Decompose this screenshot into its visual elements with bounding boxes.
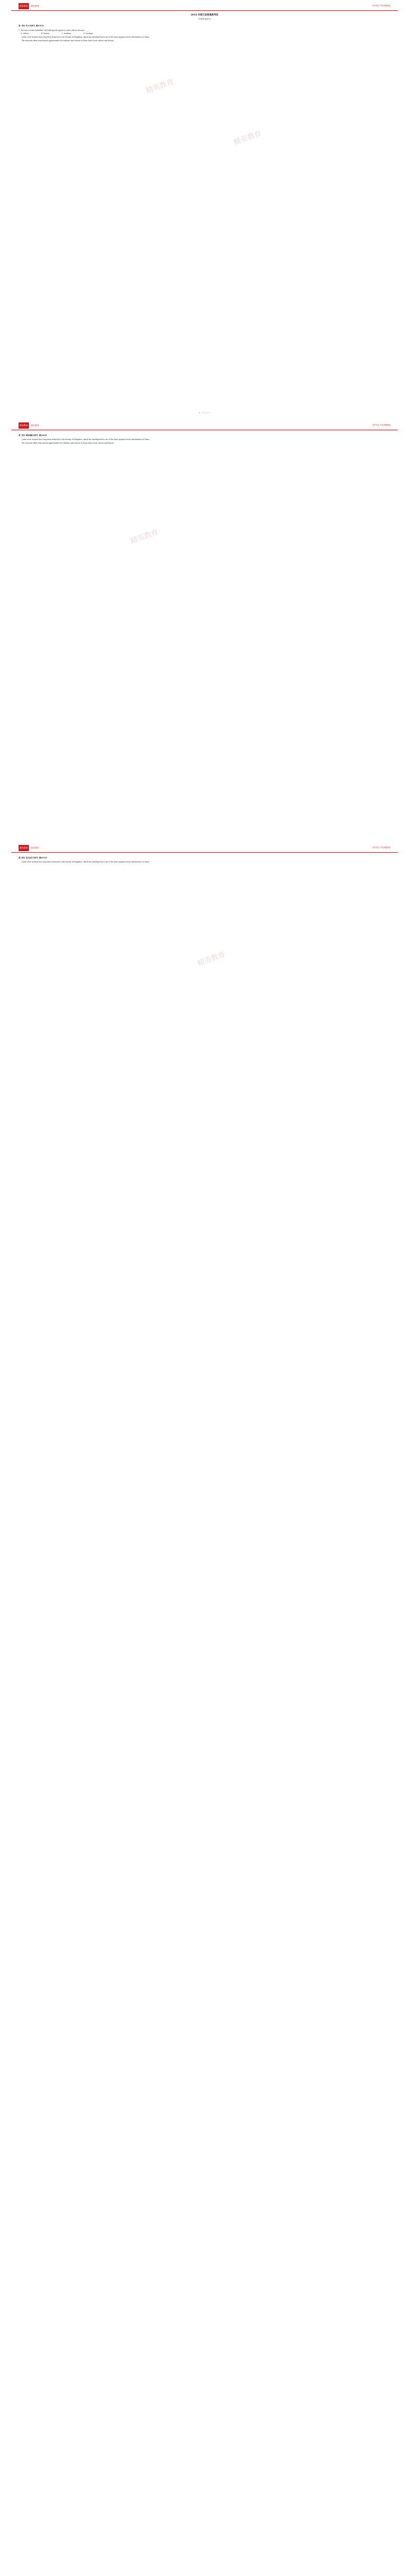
doc-subtitle: (外语听说部分) <box>198 18 211 21</box>
page-header <box>11 845 398 853</box>
page-3 <box>11 845 398 1257</box>
brand-name: 精英教育 <box>31 424 39 427</box>
section-heading: 第一部分 听力(共两节, 满分30分) <box>19 25 44 27</box>
header-right-text: 高考英语 考试真题精选 <box>372 846 390 849</box>
header-right-text: 高考英语 考试真题精选 <box>372 424 390 426</box>
paragraph: The museum offers educational opportunities for students and visitors to learn about local culture and history. <box>22 40 114 42</box>
watermark: 精英教育 <box>196 950 226 969</box>
option: D. heritage <box>83 32 93 35</box>
brand-name: 精英教育 <box>31 5 39 7</box>
watermark: 精英教育 <box>144 77 175 96</box>
page-1 <box>11 3 398 415</box>
watermark: 精英教育 <box>129 528 159 546</box>
brand-logo: 精英教育 <box>19 422 29 429</box>
header-right-text: 高考英语 考试真题精选 <box>372 5 390 7</box>
brand-logo: 精英教育 <box>19 845 29 851</box>
doc-title: 2016 年浙江省普通高考试 <box>190 14 219 16</box>
page-2 <box>11 422 398 835</box>
page-header <box>11 3 398 11</box>
paragraph: Quite a few tourists have long been attracted to the beauty of Hangzhou, which has developed into one of the most popular tourist destinations in China. <box>22 438 150 441</box>
page-header <box>11 422 398 430</box>
option: B. history <box>41 32 50 35</box>
paragraph: Quite a few tourists have long been attracted to the beauty of Hangzhou, which has developed into one of the most popular tourist destinations in China. <box>22 36 150 39</box>
question-line: 1. The tours of the Forbidden City hold special appeal to some visitors because _____ <box>19 29 89 31</box>
options-row <box>21 32 388 35</box>
watermark: 精英教育 <box>232 129 263 147</box>
option: C. tradition <box>61 32 71 35</box>
page-footer: 第 1 页 共 10 页 <box>199 411 210 414</box>
option: A. culture <box>21 32 29 35</box>
section-heading: 第二部分 阅读理解(共两节, 满分40分) <box>19 434 47 436</box>
brand-logo: 精英教育 <box>19 3 29 9</box>
brand-name: 精英教育 <box>31 846 39 849</box>
section-heading: 第三部分 语言运用(共两节, 满分45分) <box>19 857 47 859</box>
paragraph: The museum offers educational opportunities for students and visitors to learn about local culture and history. <box>22 442 114 445</box>
paragraph: Quite a few tourists have long been attracted to the beauty of Hangzhou, which has developed into one of the most popular tourist destinations in China. <box>22 861 150 863</box>
